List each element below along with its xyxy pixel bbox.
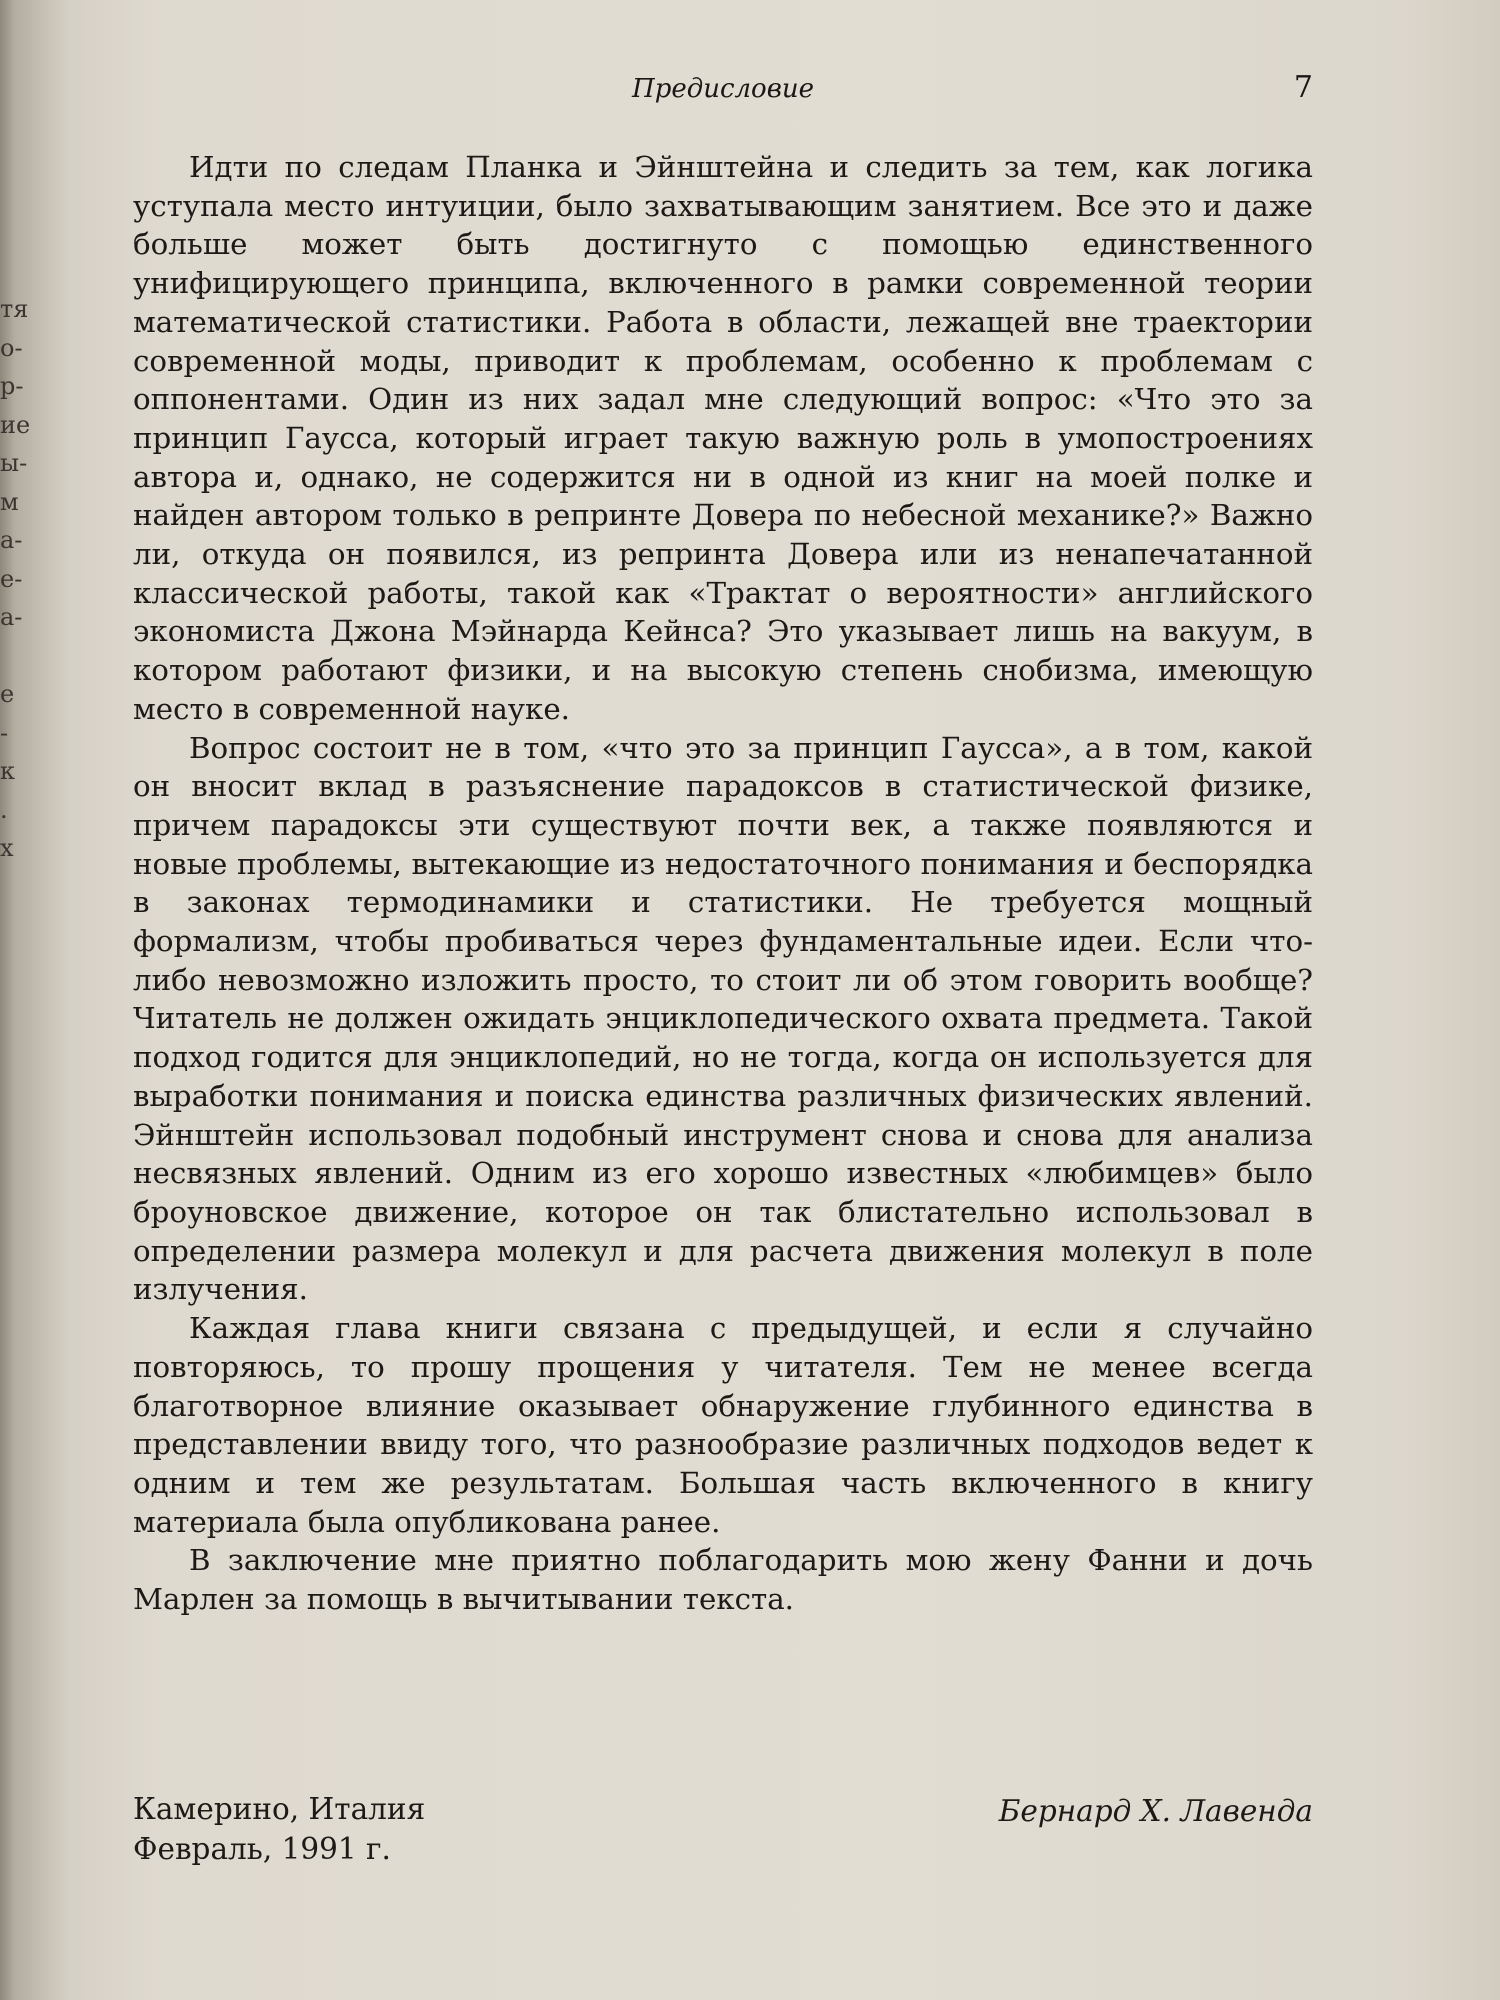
signature-block [133,1789,1313,1879]
paragraph-2: Вопрос состоит не в том, «что это за принцип Гаусса», а в том, какой он вносит вклад в разъяснение парадоксов в статистической физике, причем парадоксы эти существуют почти век, а также появляются и новые проблемы, вытекающие из недостаточного понимания и беспорядка в законах термодинамики и статистики. Не требуется мощный формализм, чтобы пробиваться через фундаментальные идеи. Если что-либо невозможно изложить просто, то стоит ли об этом говорить вообще? Читатель не должен ожидать энциклопедического охвата предмета. Такой подход годится для энциклопедий, но не тогда, когда он используется для выработки понимания и поиска единства различных физических явлений. Эйнштейн использовал подобный инструмент снова и снова для анализа несвязных явлений. Одним из его хорошо известных «любимцев» было броуновское движение, которое он так блистательно использовал в определении размера молекул и для расчета движения молекул в поле излучения. [133,730,1313,1307]
signature-date: Февраль, 1991 г. [133,1832,391,1866]
body-text [133,148,1313,1619]
paragraph-4: В заключение мне приятно поблагодарить мою жену Фанни и дочь Марлен за помощь в вычитывании текста. [133,1543,1313,1617]
paragraph-3: Каждая глава книги связана с предыдущей, и если я случайно повторяюсь, то прошу прощения у читателя. Тем не менее всегда благотворное влияние оказывает обнаружение глубинного единства в представлении ввиду того, что разнообразие различных подходов ведет к одним и тем же результатам. Большая часть включенного в книгу материала была опубликована ранее. [133,1311,1313,1539]
signature-place: Камерино, Италия [133,1792,426,1826]
page-header [133,70,1313,114]
running-title: Предисловие [632,74,814,104]
page-number: 7 [1293,70,1313,105]
paragraph-1: Идти по следам Планка и Эйнштейна и следить за тем, как логика уступала место интуиции, было захватывающим занятием. Все это и даже больше может быть достигнуто с помощью единственного унифицирующего принципа, включенного в рамки современной теории математической статистики. Работа в области, лежащей вне траектории современной моды, приводит к проблемам, особенно к проблемам с оппонентами. Один из них задал мне следующий вопрос: «Что это за принцип Гаусса, который играет такую важную роль в умопостроениях автора и, однако, не содержится ни в одной из книг на моей полке и найден автором только в репринте Довера по небесной механике?» Важно ли, откуда он появился, из репринта Довера или из ненапечатанной классической работы, такой как «Трактат о вероятности» английского экономиста Джона Мэйнарда Кейнса? Это указывает лишь на вакуум, в котором работают физики, и на высокую степень снобизма, имеющую место в современной науке. [133,150,1313,726]
facing-page-fragments: тя о- р- ие ы- м а- е- а- е - к . х [0,295,31,862]
place-and-date [133,1789,425,1869]
signature-author: Бернард Х. Лавенда [998,1794,1313,1828]
